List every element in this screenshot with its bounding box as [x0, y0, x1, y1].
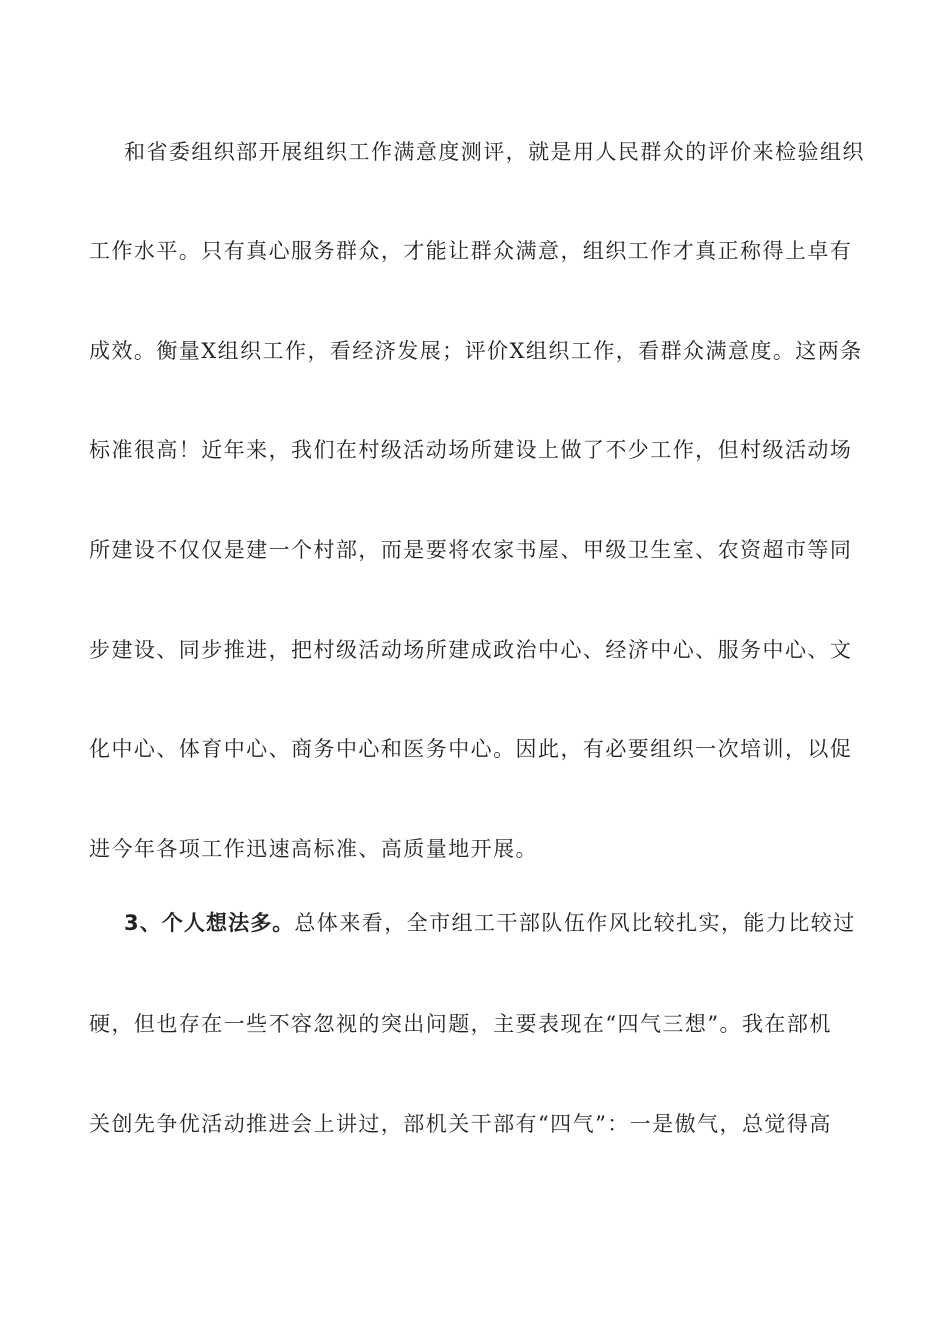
section-heading: 3、个人想法多。	[124, 911, 295, 935]
paragraph-1-line-5: 所建设不仅仅是建一个村部，而是要将农家书屋、甲级卫生室、农资超市等同	[89, 538, 853, 562]
paragraph-2-line-1-text: 总体来看，全市组工干部队伍作风比较扎实，能力比较过	[294, 911, 856, 935]
paragraph-1-line-1: 和省委组织部开展组织工作满意度测评，就是用人民群众的评价来检验组织	[124, 140, 865, 164]
paragraph-2-line-2: 硬，但也存在一些不容忽视的突出问题，主要表现在“四气三想”。我在部机	[89, 1012, 832, 1036]
paragraph-1-line-7: 化中心、体育中心、商务中心和医务中心。因此，有必要组织一次培训，以促	[89, 737, 853, 761]
paragraph-2-line-1	[124, 903, 904, 943]
paragraph-1-line-4: 标准很高！近年来，我们在村级活动场所建设上做了不少工作，但村级活动场	[89, 438, 853, 462]
paragraph-1-line-2: 工作水平。只有真心服务群众，才能让群众满意，组织工作才真正称得上卓有	[89, 239, 853, 263]
paragraph-1-line-8: 进今年各项工作迅速高标准、高质量地开展。	[89, 837, 538, 861]
paragraph-1-line-6: 步建设、同步推进，把村级活动场所建成政治中心、经济中心、服务中心、文	[89, 638, 853, 662]
paragraph-2-line-3: 关创先争优活动推进会上讲过，部机关干部有“四气”：一是傲气，总觉得高	[89, 1112, 832, 1136]
paragraph-1-line-3: 成效。衡量X组织工作，看经济发展；评价X组织工作，看群众满意度。这两条	[89, 339, 863, 363]
